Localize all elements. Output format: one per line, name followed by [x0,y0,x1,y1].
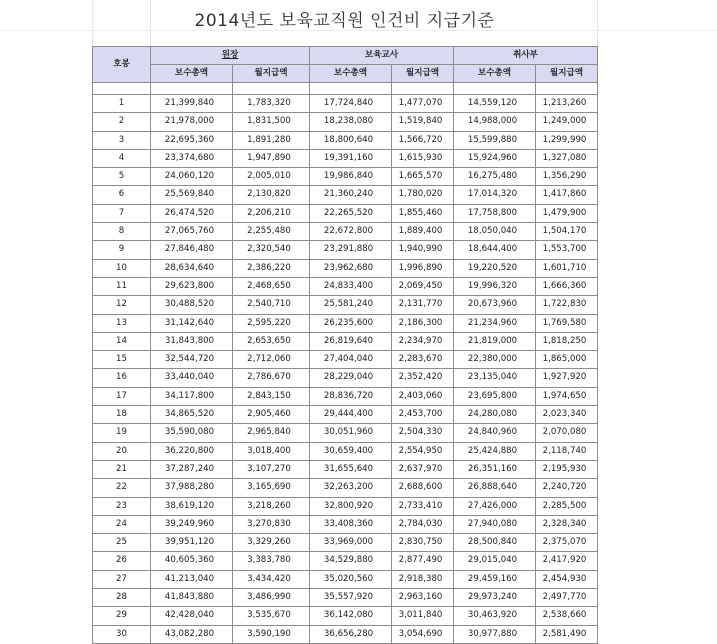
grade-cell: 14 [93,332,151,350]
director-total-cell: 21,399,840 [151,95,233,113]
director-monthly-cell: 2,130,820 [233,186,310,204]
teacher-total-cell: 23,291,880 [310,241,392,259]
director-monthly-cell: 1,891,280 [233,131,310,149]
cook-monthly-cell: 1,213,260 [536,95,598,113]
director-monthly-cell: 2,386,220 [233,259,310,277]
director-total-cell: 38,619,120 [151,497,233,515]
director-total-cell: 26,474,520 [151,204,233,222]
spacer-cell [454,83,536,95]
grade-cell: 11 [93,277,151,295]
director-total-cell: 29,623,800 [151,277,233,295]
teacher-monthly-cell: 1,519,840 [392,113,454,131]
teacher-monthly-cell: 2,131,770 [392,296,454,314]
table-row [93,186,598,204]
group-header-director [151,47,310,65]
table-row [93,241,598,259]
director-total-cell: 37,988,280 [151,479,233,497]
header-row-sub [93,65,598,83]
director-monthly-cell: 1,831,500 [233,113,310,131]
cook-total-cell: 21,234,960 [454,314,536,332]
director-monthly-cell: 2,905,460 [233,406,310,424]
grade-cell: 15 [93,351,151,369]
director-total-cell: 32,544,720 [151,351,233,369]
grade-cell: 5 [93,168,151,186]
director-monthly-cell: 2,965,840 [233,424,310,442]
grade-cell: 13 [93,314,151,332]
teacher-total-cell: 31,655,640 [310,460,392,478]
cook-monthly-cell: 2,417,920 [536,552,598,570]
teacher-total-cell: 30,051,960 [310,424,392,442]
spacer-cell [93,83,151,95]
director-monthly-cell: 3,535,670 [233,607,310,625]
director-total-cell: 31,843,800 [151,332,233,350]
director-total-cell: 36,220,800 [151,442,233,460]
grade-cell: 24 [93,515,151,533]
table-row [93,442,598,460]
grade-cell: 4 [93,149,151,167]
table-row [93,223,598,241]
cook-monthly-cell: 1,927,920 [536,369,598,387]
teacher-monthly-cell: 2,963,160 [392,589,454,607]
teacher-monthly-cell: 2,784,030 [392,515,454,533]
cook-total-cell: 22,380,000 [454,351,536,369]
grade-cell: 19 [93,424,151,442]
teacher-monthly-cell: 1,855,460 [392,204,454,222]
grade-cell: 12 [93,296,151,314]
director-monthly-cell: 3,018,400 [233,442,310,460]
cook-monthly-cell: 1,249,000 [536,113,598,131]
cook-total-cell: 30,463,920 [454,607,536,625]
table-row [93,552,598,570]
sub-header-monthly: 월지급액 [536,65,598,83]
teacher-monthly-cell: 2,830,750 [392,534,454,552]
grade-cell: 6 [93,186,151,204]
director-monthly-cell: 3,486,990 [233,589,310,607]
grade-cell: 16 [93,369,151,387]
sub-header-monthly: 월지급액 [392,65,454,83]
spacer-cell [233,83,310,95]
teacher-total-cell: 29,444,400 [310,406,392,424]
cook-total-cell: 29,973,240 [454,589,536,607]
grade-cell: 9 [93,241,151,259]
spacer-cell [392,83,454,95]
director-monthly-cell: 3,434,420 [233,570,310,588]
teacher-total-cell: 26,235,600 [310,314,392,332]
teacher-monthly-cell: 1,996,890 [392,259,454,277]
spacer-cell [536,83,598,95]
director-total-cell: 23,374,680 [151,149,233,167]
teacher-monthly-cell: 2,918,380 [392,570,454,588]
teacher-monthly-cell: 3,054,690 [392,625,454,643]
teacher-total-cell: 35,020,560 [310,570,392,588]
cook-monthly-cell: 1,818,250 [536,332,598,350]
teacher-total-cell: 18,800,640 [310,131,392,149]
director-total-cell: 21,978,000 [151,113,233,131]
teacher-total-cell: 19,391,160 [310,149,392,167]
director-monthly-cell: 3,329,260 [233,534,310,552]
cook-monthly-cell: 1,769,580 [536,314,598,332]
cook-total-cell: 29,015,040 [454,552,536,570]
teacher-monthly-cell: 2,504,330 [392,424,454,442]
teacher-monthly-cell: 1,477,070 [392,95,454,113]
spacer-row [93,83,598,95]
director-monthly-cell: 3,270,830 [233,515,310,533]
cook-monthly-cell: 1,601,710 [536,259,598,277]
cook-total-cell: 25,424,880 [454,442,536,460]
teacher-monthly-cell: 2,554,950 [392,442,454,460]
spacer-cell [310,83,392,95]
cook-monthly-cell: 1,356,290 [536,168,598,186]
director-monthly-cell: 3,383,780 [233,552,310,570]
table-row [93,479,598,497]
cook-monthly-cell: 1,479,900 [536,204,598,222]
teacher-total-cell: 23,962,680 [310,259,392,277]
teacher-monthly-cell: 1,665,570 [392,168,454,186]
teacher-monthly-cell: 2,234,970 [392,332,454,350]
director-monthly-cell: 2,255,480 [233,223,310,241]
director-monthly-cell: 2,468,650 [233,277,310,295]
grade-cell: 17 [93,387,151,405]
group-header-teacher: 보육교사 [310,47,454,65]
cook-total-cell: 26,351,160 [454,460,536,478]
director-monthly-cell: 2,786,670 [233,369,310,387]
cook-monthly-cell: 1,417,860 [536,186,598,204]
director-monthly-cell: 2,005,010 [233,168,310,186]
cook-monthly-cell: 2,285,500 [536,497,598,515]
cook-monthly-cell: 2,195,930 [536,460,598,478]
teacher-total-cell: 27,404,040 [310,351,392,369]
cook-total-cell: 18,050,040 [454,223,536,241]
teacher-total-cell: 33,408,360 [310,515,392,533]
cook-monthly-cell: 1,974,650 [536,387,598,405]
cook-total-cell: 30,977,880 [454,625,536,643]
cook-total-cell: 15,599,880 [454,131,536,149]
director-monthly-cell: 1,947,890 [233,149,310,167]
table-row [93,607,598,625]
salary-table [92,46,598,644]
director-monthly-cell: 2,653,650 [233,332,310,350]
director-total-cell: 25,569,840 [151,186,233,204]
teacher-total-cell: 32,800,920 [310,497,392,515]
director-total-cell: 37,287,240 [151,460,233,478]
cook-total-cell: 27,426,000 [454,497,536,515]
director-monthly-cell: 3,590,190 [233,625,310,643]
table-row [93,204,598,222]
director-total-cell: 43,082,280 [151,625,233,643]
grade-cell: 22 [93,479,151,497]
cook-monthly-cell: 1,865,000 [536,351,598,369]
table-row [93,570,598,588]
grade-cell: 30 [93,625,151,643]
grade-cell: 23 [93,497,151,515]
cook-monthly-cell: 2,070,080 [536,424,598,442]
table-row [93,369,598,387]
director-monthly-cell: 2,540,710 [233,296,310,314]
cook-total-cell: 18,644,400 [454,241,536,259]
director-monthly-cell: 1,783,320 [233,95,310,113]
teacher-total-cell: 32,263,200 [310,479,392,497]
teacher-total-cell: 24,833,400 [310,277,392,295]
teacher-monthly-cell: 2,283,670 [392,351,454,369]
table-row [93,625,598,643]
table-row [93,406,598,424]
cook-monthly-cell: 2,497,770 [536,589,598,607]
teacher-total-cell: 34,529,880 [310,552,392,570]
director-total-cell: 34,117,800 [151,387,233,405]
spacer-cell [151,83,233,95]
grade-cell: 26 [93,552,151,570]
cook-total-cell: 24,840,960 [454,424,536,442]
grade-cell: 10 [93,259,151,277]
table-row [93,460,598,478]
teacher-total-cell: 25,581,240 [310,296,392,314]
director-monthly-cell: 3,218,260 [233,497,310,515]
teacher-monthly-cell: 1,940,990 [392,241,454,259]
table-row [93,95,598,113]
director-monthly-cell: 2,320,540 [233,241,310,259]
teacher-total-cell: 28,229,040 [310,369,392,387]
teacher-monthly-cell: 2,453,700 [392,406,454,424]
grade-cell: 29 [93,607,151,625]
table-row [93,277,598,295]
cook-monthly-cell: 1,553,700 [536,241,598,259]
teacher-total-cell: 36,142,080 [310,607,392,625]
teacher-monthly-cell: 2,352,420 [392,369,454,387]
teacher-total-cell: 19,986,840 [310,168,392,186]
group-header-label: 원장 [221,50,239,60]
director-total-cell: 30,488,520 [151,296,233,314]
director-total-cell: 41,213,040 [151,570,233,588]
grade-cell: 2 [93,113,151,131]
director-monthly-cell: 2,206,210 [233,204,310,222]
director-monthly-cell: 2,712,060 [233,351,310,369]
grade-header: 호봉 [93,47,151,83]
table-row [93,351,598,369]
cook-total-cell: 15,924,960 [454,149,536,167]
header-row-groups [93,47,598,65]
grade-cell: 1 [93,95,151,113]
teacher-monthly-cell: 2,733,410 [392,497,454,515]
cook-total-cell: 16,275,480 [454,168,536,186]
director-total-cell: 39,249,960 [151,515,233,533]
teacher-total-cell: 22,672,800 [310,223,392,241]
cook-monthly-cell: 2,375,070 [536,534,598,552]
grade-cell: 3 [93,131,151,149]
table-row [93,113,598,131]
teacher-monthly-cell: 1,615,930 [392,149,454,167]
director-total-cell: 41,843,880 [151,589,233,607]
teacher-monthly-cell: 2,403,060 [392,387,454,405]
cook-total-cell: 19,996,320 [454,277,536,295]
director-total-cell: 35,590,080 [151,424,233,442]
table-row [93,296,598,314]
teacher-total-cell: 26,819,640 [310,332,392,350]
cook-monthly-cell: 2,023,340 [536,406,598,424]
cook-total-cell: 29,459,160 [454,570,536,588]
teacher-monthly-cell: 2,637,970 [392,460,454,478]
table-row [93,314,598,332]
page-title: 2014년도 보육교직원 인건비 지급기준 [194,11,495,31]
director-total-cell: 40,605,360 [151,552,233,570]
cook-monthly-cell: 2,454,930 [536,570,598,588]
grade-cell: 8 [93,223,151,241]
grade-cell: 7 [93,204,151,222]
cook-total-cell: 26,888,640 [454,479,536,497]
grade-cell: 28 [93,589,151,607]
director-total-cell: 34,865,520 [151,406,233,424]
table-row [93,534,598,552]
cook-monthly-cell: 1,327,080 [536,149,598,167]
sub-header-total: 보수총액 [310,65,392,83]
table-row [93,424,598,442]
cook-monthly-cell: 1,722,830 [536,296,598,314]
cook-total-cell: 21,819,000 [454,332,536,350]
director-total-cell: 22,695,360 [151,131,233,149]
teacher-total-cell: 17,724,840 [310,95,392,113]
table-row [93,149,598,167]
director-total-cell: 24,060,120 [151,168,233,186]
director-monthly-cell: 2,843,150 [233,387,310,405]
teacher-monthly-cell: 1,889,400 [392,223,454,241]
cook-total-cell: 28,500,840 [454,534,536,552]
teacher-total-cell: 30,659,400 [310,442,392,460]
cook-total-cell: 14,988,000 [454,113,536,131]
teacher-monthly-cell: 2,186,300 [392,314,454,332]
teacher-monthly-cell: 2,688,600 [392,479,454,497]
director-total-cell: 27,846,480 [151,241,233,259]
cook-monthly-cell: 2,328,340 [536,515,598,533]
teacher-monthly-cell: 2,069,450 [392,277,454,295]
teacher-total-cell: 22,265,520 [310,204,392,222]
sub-header-total: 보수총액 [151,65,233,83]
grade-cell: 18 [93,406,151,424]
table-row [93,168,598,186]
cook-monthly-cell: 1,504,170 [536,223,598,241]
group-header-cook: 취사부 [454,47,598,65]
director-monthly-cell: 2,595,220 [233,314,310,332]
teacher-total-cell: 18,238,080 [310,113,392,131]
grade-cell: 25 [93,534,151,552]
teacher-total-cell: 36,656,280 [310,625,392,643]
teacher-monthly-cell: 3,011,840 [392,607,454,625]
cook-monthly-cell: 1,299,990 [536,131,598,149]
table-row [93,515,598,533]
cook-monthly-cell: 2,240,720 [536,479,598,497]
teacher-total-cell: 21,360,240 [310,186,392,204]
table-row [93,497,598,515]
director-total-cell: 27,065,760 [151,223,233,241]
teacher-monthly-cell: 1,566,720 [392,131,454,149]
grade-cell: 20 [93,442,151,460]
cook-total-cell: 19,220,520 [454,259,536,277]
teacher-monthly-cell: 2,877,490 [392,552,454,570]
director-total-cell: 28,634,640 [151,259,233,277]
cook-total-cell: 20,673,960 [454,296,536,314]
director-total-cell: 31,142,640 [151,314,233,332]
teacher-total-cell: 35,557,920 [310,589,392,607]
director-total-cell: 39,951,120 [151,534,233,552]
cook-monthly-cell: 2,118,740 [536,442,598,460]
sub-header-total: 보수총액 [454,65,536,83]
cook-total-cell: 24,280,080 [454,406,536,424]
director-monthly-cell: 3,165,690 [233,479,310,497]
teacher-total-cell: 28,836,720 [310,387,392,405]
cook-total-cell: 27,940,080 [454,515,536,533]
table-row [93,131,598,149]
table-row [93,387,598,405]
director-total-cell: 42,428,040 [151,607,233,625]
cook-monthly-cell: 2,538,660 [536,607,598,625]
table-row [93,259,598,277]
director-total-cell: 33,440,040 [151,369,233,387]
cook-total-cell: 14,559,120 [454,95,536,113]
grade-cell: 21 [93,460,151,478]
cook-total-cell: 23,695,800 [454,387,536,405]
cook-monthly-cell: 2,581,490 [536,625,598,643]
cook-total-cell: 23,135,040 [454,369,536,387]
table-row [93,589,598,607]
grade-cell: 27 [93,570,151,588]
teacher-total-cell: 33,969,000 [310,534,392,552]
director-monthly-cell: 3,107,270 [233,460,310,478]
table-row [93,332,598,350]
cook-monthly-cell: 1,666,360 [536,277,598,295]
teacher-monthly-cell: 1,780,020 [392,186,454,204]
cook-total-cell: 17,758,800 [454,204,536,222]
sub-header-monthly: 월지급액 [233,65,310,83]
cook-total-cell: 17,014,320 [454,186,536,204]
